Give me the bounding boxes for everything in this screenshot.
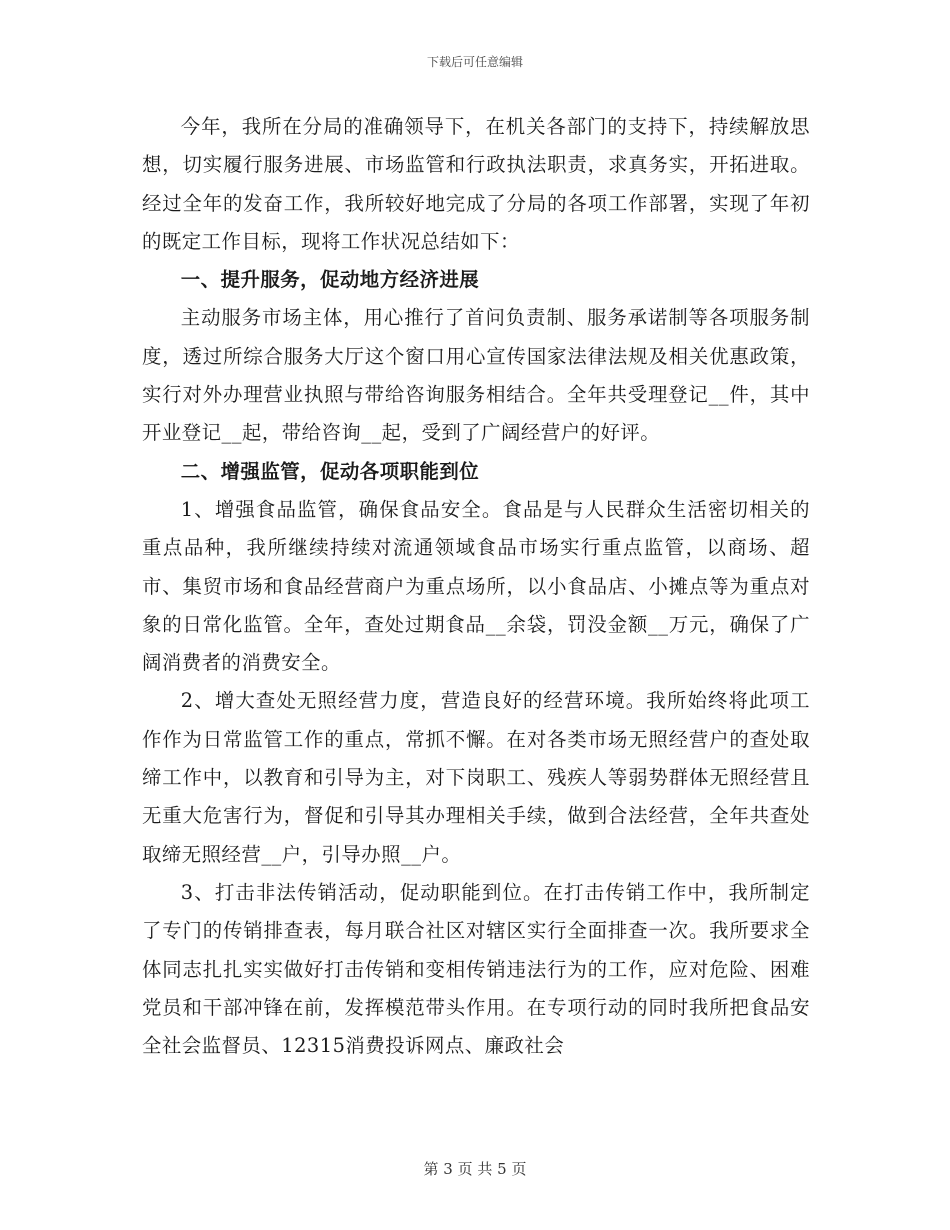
section-1-heading: 一、提升服务，促动地方经济进展: [180, 268, 480, 292]
section-2-heading: 二、增强监管，促动各项职能到位: [180, 459, 480, 483]
page-header: 下载后可任意编辑: [426, 55, 523, 69]
page-footer: 第 3 页 共 5 页: [423, 1160, 527, 1178]
section-2-item-1: 1、增强食品监管，确保食品安全。食品是与人民群众生活密切相关的重点品种，我所继续持续对流通领域食品市场实行重点监管，以商场、超市、集贸市场和食品经营商户为重点场所，以小食品店、小摊点等为重点对象的日常化监管。全年，查处过期食品__余袋，罚没金额__万元，确保了广阔消费者的消费安全。: [142, 497, 810, 675]
section-2-item-2: 2、增大查处无照经营力度，营造良好的经营环境。我所始终将此项工作作为日常监管工作的重点，常抓不懈。在对各类市场无照经营户的查处取缔工作中，以教育和引导为主，对下岗职工、残疾人等弱势群体无照经营且无重大危害行为，督促和引导其办理相关手续，做到合法经营，全年共查处取缔无照经营__户，引导办照__户。: [142, 689, 810, 866]
section-2-item-3: 3、打击非法传销活动，促动职能到位。在打击传销工作中，我所制定了专门的传销排查表，每月联合社区对辖区实行全面排查一次。我所要求全体同志扎扎实实做好打击传销和变相传销违法行为的工作，应对危险、困难党员和干部冲锋在前，发挥模范带头作用。在专项行动的同时我所把食品安全社会监督员、12315消费投诉网点、廉政社会: [142, 880, 810, 1058]
document-body: [142, 108, 810, 1065]
section-1-paragraph: 主动服务市场主体，用心推行了首问负责制、服务承诺制等各项服务制度，透过所综合服务大厅这个窗口用心宣传国家法律法规及相关优惠政策，实行对外办理营业执照与带给咨询服务相结合。全年共受理登记__件，其中开业登记__起，带给咨询__起，受到了广阔经营户的好评。: [142, 306, 810, 445]
intro-paragraph: 今年，我所在分局的准确领导下，在机关各部门的支持下，持续解放思想，切实履行服务进展、市场监管和行政执法职责，求真务实，开拓进取。经过全年的发奋工作，我所较好地完成了分局的各项工作部署，实现了年初的既定工作目标，现将工作状况总结如下：: [142, 115, 810, 253]
